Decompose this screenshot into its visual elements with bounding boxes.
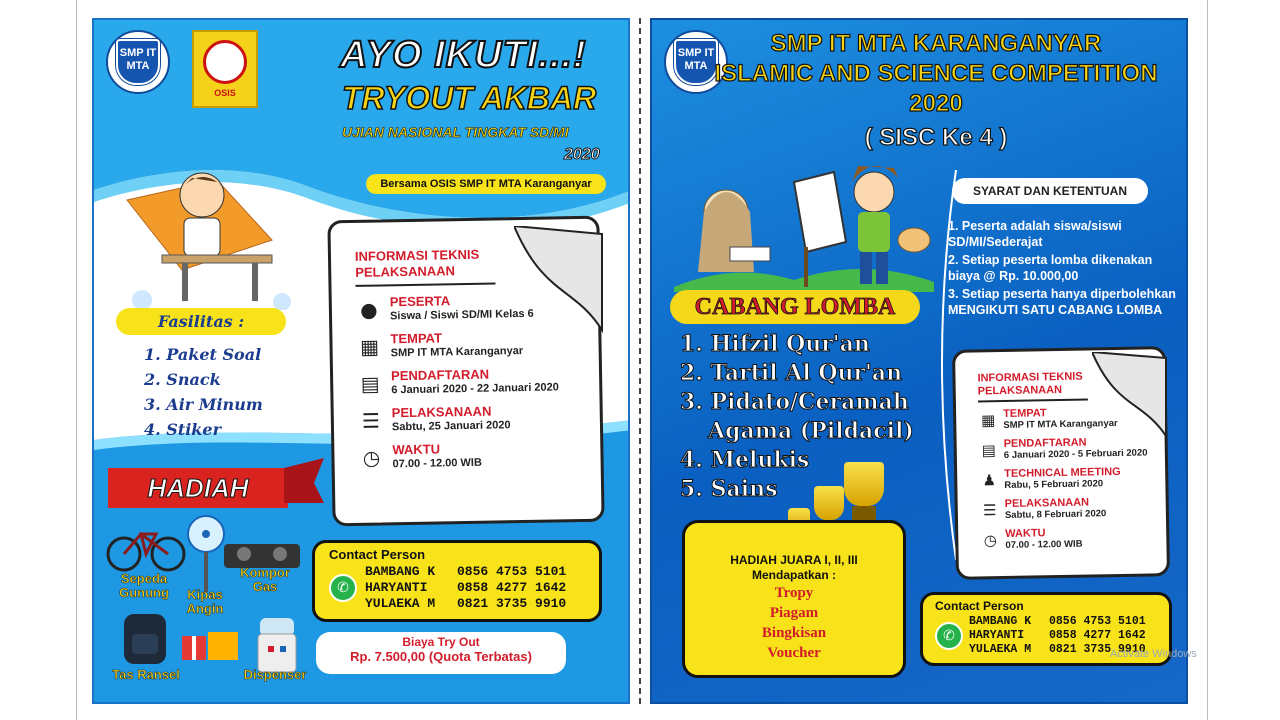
info-value: 6 Januari 2020 - 5 Februari 2020 [1003,447,1148,461]
backpack-icon [120,604,170,668]
prize-label: Kipas Angin [186,587,224,616]
trophy-icon [814,486,844,520]
contact-row [365,564,566,580]
info-card-title: INFORMASI TEKNIS PELAKSANAAN [354,246,480,280]
contact-title: Contact Person [329,547,426,562]
activate-windows-watermark: Activate Windows [1110,648,1197,660]
contact-row [969,615,1146,629]
info-label: PENDAFTARAN [390,366,490,384]
contact-name: YULAEKA M [969,643,1032,656]
info-label: TEMPAT [390,330,443,347]
info-row [357,366,581,398]
lomba-item: 5. Sains [680,476,778,502]
building-icon: ▦ [359,334,380,359]
prize-label: Tas Ransel [112,667,180,682]
info-label: TECHNICAL MEETING [1004,465,1121,480]
biaya-label: Biaya Try Out [402,635,480,649]
clock-icon: ◷ [983,531,998,550]
competition-title-line2: ISLAMIC AND SCIENCE COMPETITION [714,60,1158,87]
osis-label: OSIS [214,88,236,98]
tryout-title: TRYOUT AKBAR [342,80,597,116]
contact-phone[interactable]: 0856 4753 5101 [1049,615,1146,628]
info-row [979,465,1155,492]
person-icon: ● [359,297,378,322]
info-label: PENDAFTARAN [1003,436,1087,450]
hadiah-box [682,520,906,678]
kids-illustration [674,152,934,292]
lomba-item: Agama (Pildacil) [708,418,914,444]
syarat-item: 1. Peserta adalah siswa/siswi SD/MI/Sederajat [948,219,1122,249]
organizer-pill: Bersama OSIS SMP IT MTA Karanganyar [366,174,606,194]
contact-phone[interactable]: 0858 4277 1642 [457,580,567,595]
student-illustration [122,160,302,310]
competition-title-line1: SMP IT MTA KARANGANYAR [770,30,1102,57]
biaya-value: Rp. 7.500,00 (Quota Terbatas) [350,649,532,664]
school-logo-shield: SMP IT MTA [116,39,160,85]
exam-subtitle: UJIAN NASIONAL TINGKAT SD/MI [342,124,569,140]
hadiah-subtitle: Mendapatkan : [751,568,836,582]
sisc-edition: ( SISC Ke 4 ) [864,124,1008,151]
checklist-icon: ☰ [982,501,997,520]
lomba-item: 2. Tartil Al Qur'an [680,360,903,386]
info-value: SMP IT MTA Karanganyar [1003,418,1118,431]
info-label: WAKTU [392,441,441,458]
fasilitas-item: 1. Paket Soal [144,345,262,364]
info-value: Siswa / Siswi SD/MI Kelas 6 [389,307,534,323]
fasilitas-item: 2. Snack [144,370,221,389]
contact-phone[interactable]: 0821 3735 9910 [457,596,567,611]
school-logo [106,30,170,94]
prize-label: Sepeda Gunung [119,571,169,600]
syarat-item: 3. Setiap peserta hanya diperbolehkan MENGIKUTI SATU CABANG LOMBA [948,287,1176,317]
checklist-icon: ☰ [361,408,381,433]
whatsapp-icon: ✆ [329,574,357,602]
info-row [358,440,582,472]
cut-line [639,18,641,704]
contact-phone[interactable]: 0858 4277 1642 [1049,629,1146,642]
info-card-title: INFORMASI TEKNIS PELAKSANAAN [977,370,1083,398]
lomba-item: 1. Hifzil Qur'an [680,331,870,357]
page-curl [1092,352,1168,440]
syarat-list [948,218,1182,318]
contact-name: BAMBANG K [365,564,436,579]
contact-phone[interactable]: 0821 3735 9910 [1049,643,1146,656]
headline: AYO IKUTI...! [340,34,587,76]
info-row [358,403,582,435]
dispenser-icon [252,616,302,674]
contact-row [365,596,566,612]
contact-row [365,580,566,596]
contact-title: Contact Person [935,599,1024,613]
hadiah-banner: HADIAH [108,468,288,508]
hadiah-item: Piagam [769,605,819,621]
info-value: 07.00 - 12.00 WIB [392,456,482,471]
contact-box [312,540,602,622]
competition-year: 2020 [909,90,963,117]
fasilitas-list [144,342,263,442]
info-label: TEMPAT [1003,407,1047,421]
bicycle-icon [106,516,186,576]
clipboard-icon: ▤ [360,371,380,396]
clipboard-icon: ▤ [981,441,997,460]
syarat-title: SYARAT DAN KETENTUAN [952,178,1148,204]
syarat-item: 2. Setiap peserta lomba dikenakan biaya @ Rp. 10.000,00 [948,253,1153,283]
info-value: 07.00 - 12.00 WIB [1005,538,1083,551]
info-value: SMP IT MTA Karanganyar [390,345,524,360]
clock-icon: ◷ [362,445,381,470]
gift-icon [178,624,244,664]
info-label: PELAKSANAAN [391,403,492,421]
contact-phone[interactable]: 0856 4753 5101 [457,564,567,579]
info-row [980,495,1156,522]
info-value: Sabtu, 8 Februari 2020 [1004,508,1107,521]
cabang-lomba-title: CABANG LOMBA [670,290,920,324]
fasilitas-title: Fasilitas : [116,308,286,335]
lomba-item: 4. Melukis [680,447,810,473]
prize-label: Dispenser [243,667,307,682]
info-label: WAKTU [1005,527,1046,540]
info-value: Rabu, 5 Februari 2020 [1004,478,1104,491]
contact-name: BAMBANG K [969,615,1032,628]
contact-row [969,629,1146,643]
hadiah-item: Bingkisan [761,625,827,641]
year: 2020 [564,146,600,163]
fasilitas-item: 3. Air Minum [144,395,263,414]
contact-list [365,564,566,612]
info-value: 6 Januari 2020 - 22 Januari 2020 [391,381,559,397]
hadiah-title: HADIAH JUARA I, II, III [730,553,858,567]
page-curl [514,226,604,336]
hadiah-item: Voucher [767,645,821,661]
people-icon: ♟ [982,471,997,490]
whatsapp-icon: ✆ [935,622,963,650]
tryout-flyer [92,18,630,704]
osis-logo [192,30,258,108]
banner-ribbon [284,458,324,508]
info-label: PELAKSANAAN [1004,496,1090,510]
trophy-icon [844,462,884,506]
sisc-flyer [650,18,1188,704]
prize-label: Kompor Gas [240,565,290,594]
contact-name: HARYANTI [969,629,1025,642]
biaya-box [316,632,566,674]
school-logo-shield: SMP IT MTA [674,39,718,85]
osis-emblem-icon [203,40,247,84]
hadiah-item: Tropy [774,585,814,601]
info-row [980,525,1156,552]
contact-name: HARYANTI [365,580,428,595]
building-icon: ▦ [980,411,996,430]
fasilitas-item: 4. Stiker [144,420,221,439]
contact-name: YULAEKA M [365,596,436,611]
info-label: PESERTA [389,293,451,310]
lomba-item: 3. Pidato/Ceramah [680,389,909,415]
info-value: Sabtu, 25 Januari 2020 [391,419,511,434]
